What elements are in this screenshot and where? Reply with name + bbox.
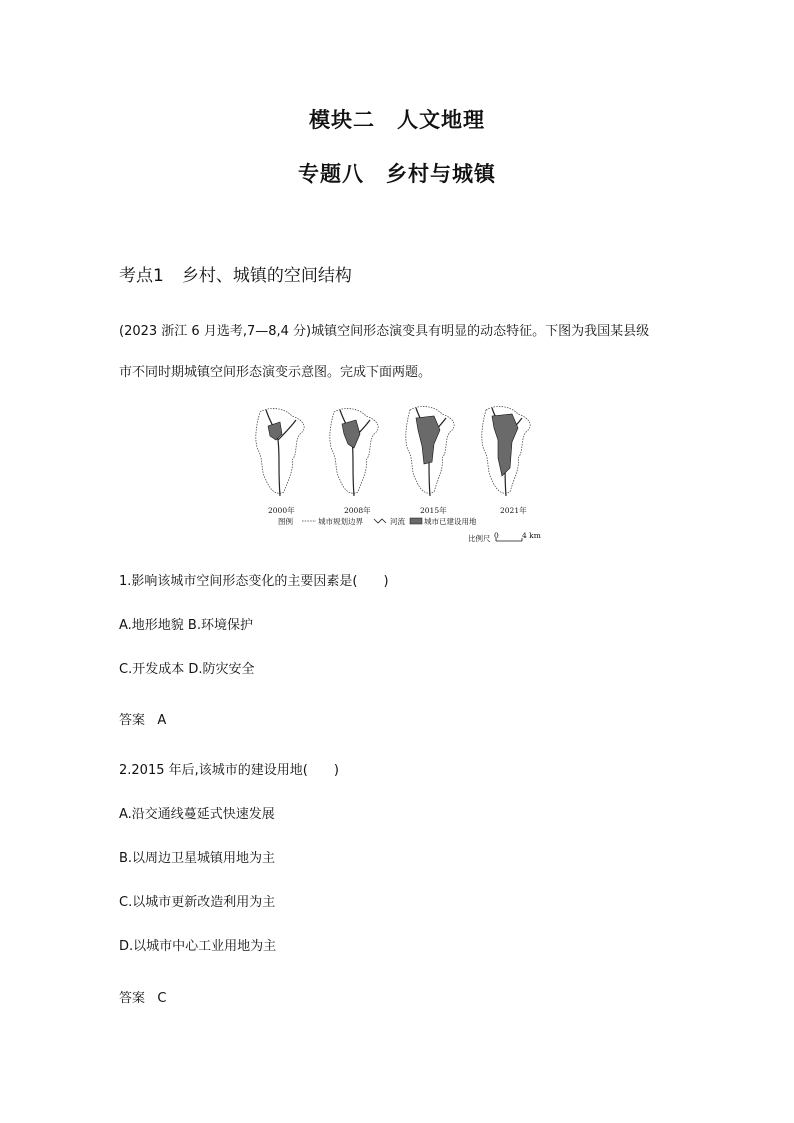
section-heading bbox=[119, 261, 352, 286]
answer-label: 答案 bbox=[119, 991, 146, 1006]
scale-label: 比例尺 bbox=[468, 534, 491, 543]
evolution-map bbox=[250, 400, 550, 548]
question-1-stem: 1.影响该城市空间形态变化的主要因素是( ) bbox=[119, 574, 389, 589]
question-2-option-line: C.以城市更新改造利用为主 bbox=[119, 895, 276, 910]
year-label: 2000年 bbox=[268, 506, 295, 515]
section-title: 乡村、城镇的空间结构 bbox=[181, 266, 352, 286]
module-title-right: 人文地理 bbox=[397, 108, 485, 132]
question-2-option-line: A.沿交通线蔓延式快速发展 bbox=[119, 807, 275, 822]
question-1-answer bbox=[119, 709, 166, 728]
year-label: 2008年 bbox=[344, 506, 371, 515]
intro-line-2: 市不同时期城镇空间形态演变示意图。完成下面两题。 bbox=[119, 365, 432, 380]
question-1-option-line: A.地形地貌 B.环境保护 bbox=[119, 618, 253, 633]
question-1-option-line: C.开发成本 D.防灾安全 bbox=[119, 662, 255, 677]
question-2-answer bbox=[119, 987, 167, 1006]
topic-title-right: 乡村与城镇 bbox=[386, 162, 496, 186]
built-legend-swatch bbox=[410, 518, 422, 524]
scale-zero: 0 bbox=[494, 531, 499, 540]
built-legend-text: 城市已建设用地 bbox=[424, 517, 477, 526]
question-2-option-line: D.以城市中心工业用地为主 bbox=[119, 939, 277, 954]
answer-value: A bbox=[157, 713, 167, 728]
intro-line-1: (2023 浙江 6 月选考,7—8,4 分)城镇空间形态演变具有明显的动态特征。下图为我国某县级 bbox=[119, 324, 650, 339]
scale-value: 4 km bbox=[522, 531, 541, 540]
topic-title-left: 专题八 bbox=[298, 162, 364, 186]
boundary-legend-text: 城市规划边界 bbox=[318, 517, 363, 526]
section-label: 考点1 bbox=[119, 266, 164, 286]
legend-label: 图例 bbox=[278, 517, 293, 526]
year-label: 2021年 bbox=[500, 506, 527, 515]
answer-label: 答案 bbox=[119, 713, 146, 728]
answer-value: C bbox=[157, 991, 167, 1006]
river-legend-text: 河流 bbox=[390, 517, 405, 526]
question-2-stem: 2.2015 年后,该城市的建设用地( ) bbox=[119, 763, 339, 778]
module-title bbox=[0, 104, 794, 134]
year-label: 2015年 bbox=[420, 506, 447, 515]
module-title-left: 模块二 bbox=[309, 108, 375, 132]
topic-title bbox=[0, 158, 794, 188]
question-2-option-line: B.以周边卫星城镇用地为主 bbox=[119, 851, 276, 866]
evolution-figure bbox=[250, 400, 550, 548]
river-legend-symbol bbox=[374, 519, 386, 523]
